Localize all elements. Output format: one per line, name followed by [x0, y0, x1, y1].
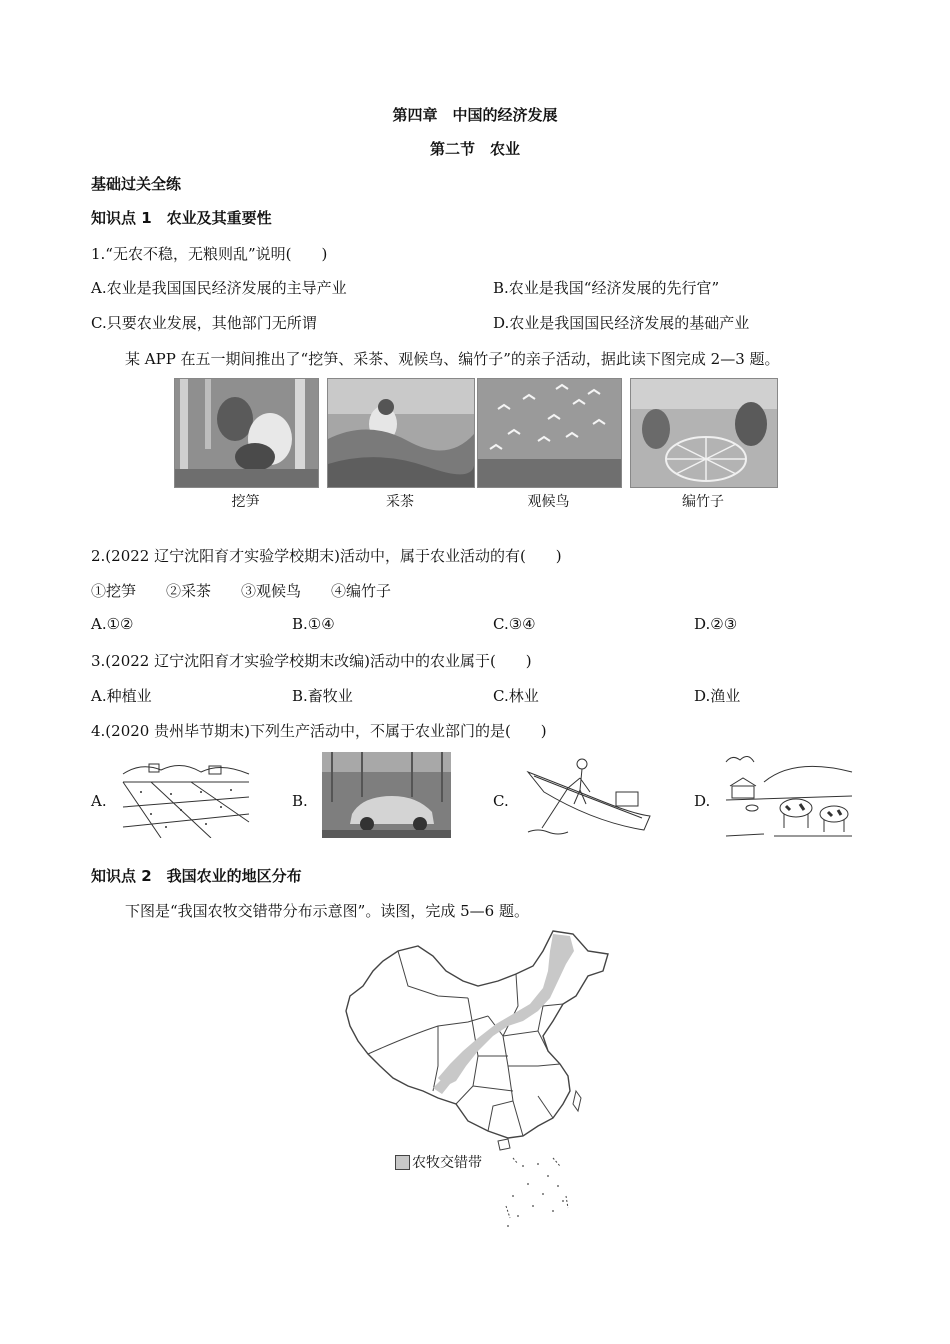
- q3-option-a: A.种植业: [91, 687, 152, 705]
- photo-digging-bamboo-shoots: [174, 378, 319, 488]
- photo-caption-2: 采茶: [386, 494, 414, 510]
- q4-image-dairy-cows: [724, 752, 854, 838]
- knowledge-point-2: 知识点 2 我国农业的地区分布: [91, 867, 302, 885]
- q2-option-d: D.②③: [694, 615, 738, 633]
- photo-caption-3: 观候鸟: [527, 494, 570, 510]
- q1-option-c: C.只要农业发展，其他部门无所谓: [91, 314, 317, 332]
- q4-option-a: A.: [91, 792, 107, 810]
- intro-2-3: 某 APP 在五一期间推出了“挖笋、采茶、观候鸟、编竹子”的亲子活动，据此读下图完成 2—3 题。: [125, 350, 780, 368]
- q2-option-b: B.①④: [292, 615, 335, 633]
- photo-picking-tea: [327, 378, 475, 488]
- photo-caption-4: 编竹子: [682, 494, 724, 510]
- q4-option-d: D.: [694, 792, 711, 810]
- practice-heading: 基础过关全练: [91, 175, 182, 193]
- q2-items: ①挖笋 ②采茶 ③观候鸟 ④编竹子: [91, 582, 392, 600]
- q1-stem: 1.“无农不稳，无粮则乱”说明( ): [91, 245, 328, 263]
- q3-option-d: D.渔业: [694, 687, 741, 705]
- q4-option-b: B.: [292, 792, 308, 810]
- q2-option-c: C.③④: [493, 615, 536, 633]
- knowledge-point-1: 知识点 1 农业及其重要性: [91, 209, 272, 227]
- q4-option-c: C.: [493, 792, 509, 810]
- q1-option-a: A.农业是我国国民经济发展的主导产业: [91, 279, 347, 297]
- q4-image-farmland: [121, 752, 251, 838]
- q2-stem: 2.(2022 辽宁沈阳育才实验学校期末)活动中，属于农业活动的有( ): [91, 547, 562, 565]
- intro-5-6: 下图是“我国农牧交错带分布示意图”。读图，完成 5—6 题。: [125, 902, 529, 920]
- section-title: 第二节 农业: [429, 140, 520, 158]
- legend-label: 农牧交错带: [412, 1155, 482, 1171]
- legend-swatch: [395, 1155, 410, 1170]
- q3-option-b: B.畜牧业: [292, 687, 353, 705]
- q1-option-d: D.农业是我国国民经济发展的基础产业: [493, 314, 750, 332]
- q3-stem: 3.(2022 辽宁沈阳育才实验学校期末改编)活动中的农业属于( ): [91, 652, 532, 670]
- q3-option-c: C.林业: [493, 687, 539, 705]
- q1-option-b: B.农业是我国“经济发展的先行官”: [493, 279, 720, 297]
- q4-stem: 4.(2020 贵州毕节期末)下列生产活动中，不属于农业部门的是( ): [91, 722, 547, 740]
- q4-image-fishing-boat: [524, 752, 652, 838]
- photo-watching-birds: [477, 378, 622, 488]
- photo-weaving-bamboo: [630, 378, 778, 488]
- q4-image-car-factory: [322, 752, 451, 838]
- china-agro-pastoral-map: [338, 926, 618, 1231]
- chapter-title: 第四章 中国的经济发展: [392, 106, 558, 124]
- photo-caption-1: 挖笋: [231, 494, 260, 510]
- q2-option-a: A.①②: [91, 615, 134, 633]
